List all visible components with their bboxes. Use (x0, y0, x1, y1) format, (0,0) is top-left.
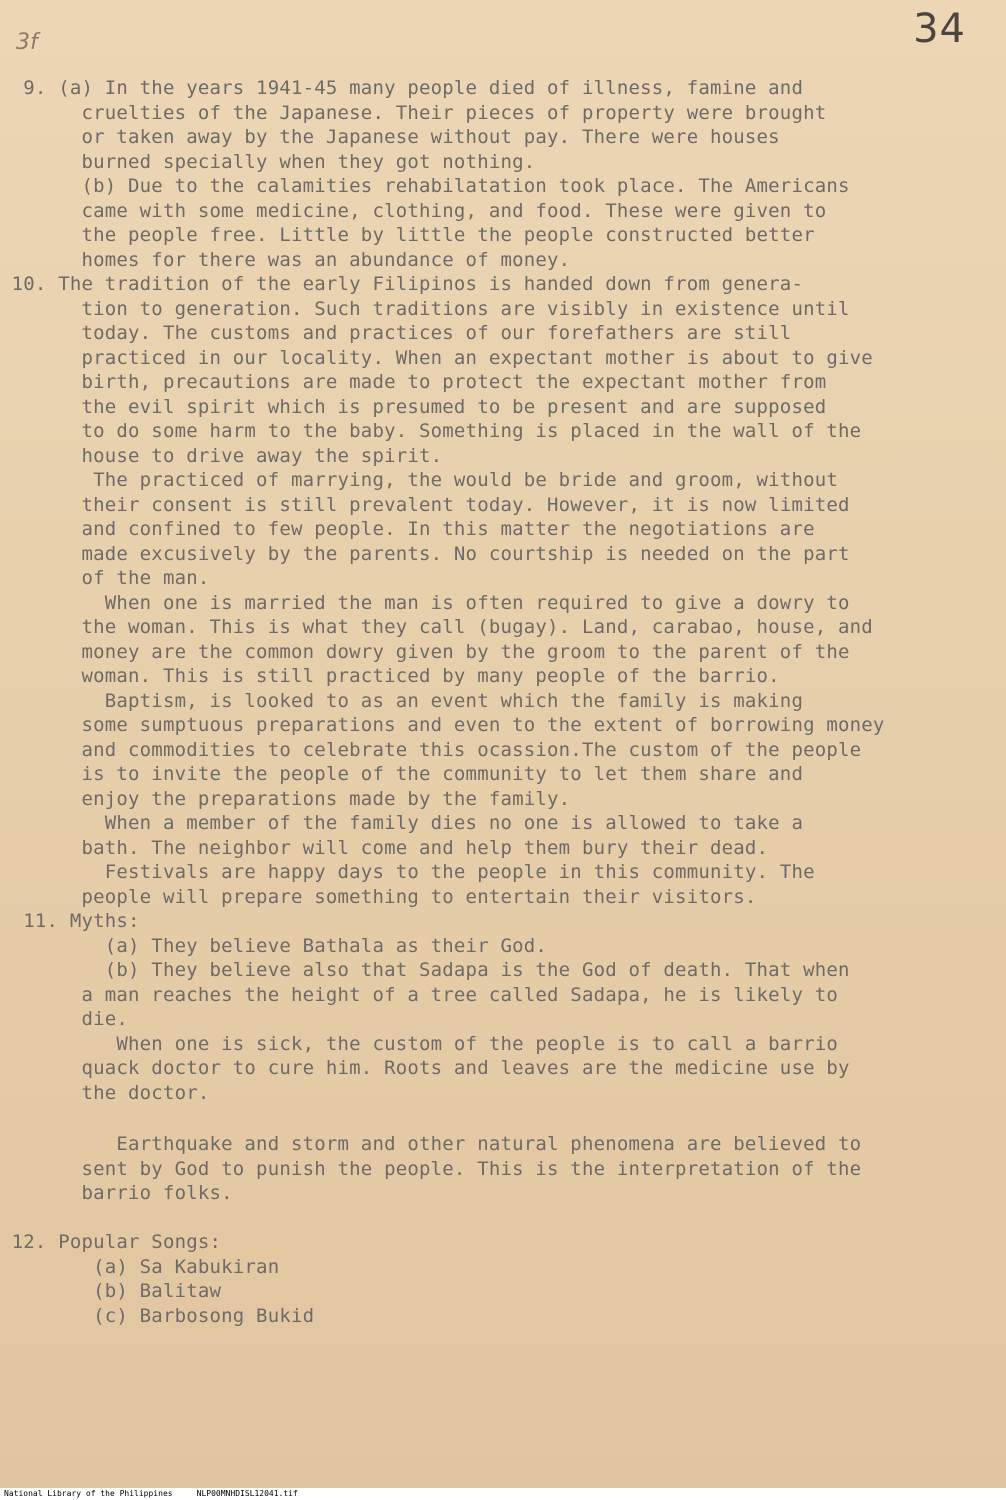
typed-line: the people free. Little by little the people constructed better (0, 224, 815, 246)
typed-line: enjoy the preparations made by the family. (0, 787, 571, 810)
typed-line: (a) They believe Bathala as their God. (0, 934, 548, 957)
typed-line: or taken away by the Japanese without pay. There were houses (0, 126, 780, 148)
typed-line: came with some medicine, clothing, and food. These were given to (0, 199, 827, 222)
typed-line: 9. (a) In the years 1941-45 many people died of illness, famine and (0, 77, 804, 99)
typed-line: barrio folks. (0, 1182, 233, 1204)
typed-line: When one is married the man is often required to give a dowry to (0, 591, 850, 614)
typed-line: tion to generation. Such traditions are visibly in existence until (0, 297, 850, 320)
typed-line: homes for there was an abundance of money. (0, 248, 571, 271)
typed-line: is to invite the people of the community to let them share and (0, 763, 804, 785)
typed-line: bath. The neighbor will come and help them bury their dead. (0, 836, 769, 859)
typed-line: house to drive away the spirit. (0, 444, 443, 467)
typed-section-phenomena (0, 1132, 980, 1206)
page-number: 34 (913, 6, 966, 52)
typed-line: of the man. (0, 567, 210, 589)
typed-line: to do some harm to the baby. Something is placed in the wall of the (0, 420, 862, 442)
typed-line: the doctor. (0, 1081, 210, 1104)
archive-footer: National Library of the Philippines NLP00MNHDISL12041.tif (0, 1488, 1006, 1500)
typed-line: practiced in our locality. When an expectant mother is about to give (0, 346, 873, 369)
typed-line: made excusively by the parents. No courtship is needed on the part (0, 542, 850, 565)
typed-line: sent by God to punish the people. This is the interpretation of the (0, 1157, 862, 1180)
corner-mark: 3f (16, 30, 38, 55)
typed-line: today. The customs and practices of our forefathers are still (0, 322, 792, 344)
typed-line: some sumptuous preparations and even to the extent of borrowing money (0, 714, 885, 736)
typed-line: a man reaches the height of a tree called Sadapa, he is likely to (0, 983, 839, 1006)
typed-section-9-to-11 (0, 76, 980, 1105)
typed-line: 10. The tradition of the early Filipinos is handed down from genera- (0, 273, 804, 295)
typed-section-12-songs (0, 1230, 980, 1328)
typed-line: birth, precautions are made to protect the expectant mother from (0, 371, 827, 393)
typed-line: When one is sick, the custom of the people is to call a barrio (0, 1032, 839, 1055)
typed-line: burned specially when they got nothing. (0, 150, 536, 173)
typed-line: the woman. This is what they call (bugay). Land, carabao, house, and (0, 616, 873, 638)
typed-line: The practiced of marrying, the would be bride and groom, without (0, 469, 839, 491)
typed-line: woman. This is still practiced by many people of the barrio. (0, 665, 780, 687)
typed-line: and commodities to celebrate this ocassion.The custom of the people (0, 738, 862, 761)
typed-line: money are the common dowry given by the groom to the parent of the (0, 640, 850, 663)
typed-line: die. (0, 1008, 129, 1030)
typed-line: (b) Due to the calamities rehabilatation took place. The Americans (0, 175, 850, 197)
typed-line: 11. Myths: (0, 910, 140, 932)
typed-line: (c) Barbosong Bukid (0, 1304, 315, 1327)
typed-line: Earthquake and storm and other natural phenomena are believed to (0, 1133, 862, 1155)
typed-line: people will prepare something to entertain their visitors. (0, 885, 757, 908)
typed-line: When a member of the family dies no one is allowed to take a (0, 812, 804, 834)
typed-line: (b) They believe also that Sadapa is the God of death. That when (0, 959, 850, 981)
typed-line: and confined to few people. In this matter the negotiations are (0, 518, 815, 540)
typed-line: Baptism, is looked to as an event which the family is making (0, 689, 804, 712)
typed-line: Festivals are happy days to the people in this community. The (0, 861, 815, 883)
typed-line: (b) Balitaw (0, 1280, 222, 1302)
typed-line: their consent is still prevalent today. However, it is now limited (0, 493, 850, 516)
typed-line: the evil spirit which is presumed to be present and are supposed (0, 395, 827, 418)
typed-line: 12. Popular Songs: (0, 1231, 222, 1253)
typed-line: cruelties of the Japanese. Their pieces of property were brought (0, 101, 827, 124)
typed-line: (a) Sa Kabukiran (0, 1255, 280, 1278)
typed-line: quack doctor to cure him. Roots and leaves are the medicine use by (0, 1057, 850, 1079)
